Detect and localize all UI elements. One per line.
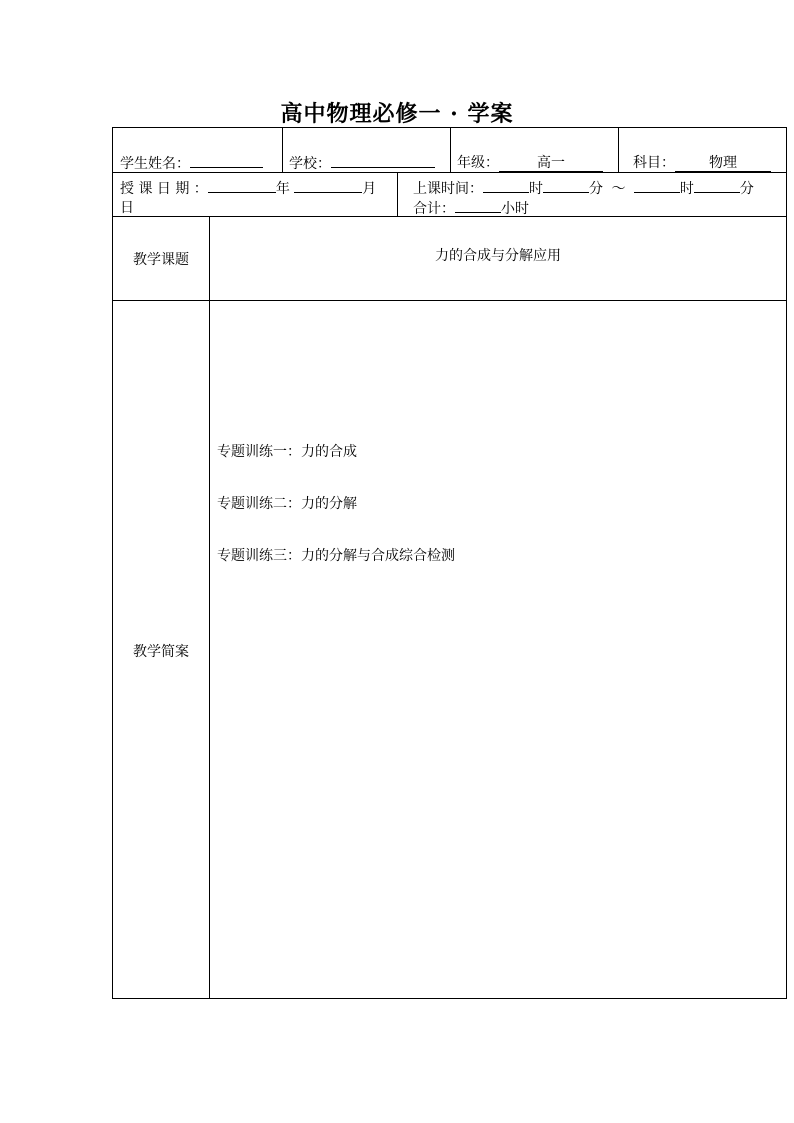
info-row-student — [113, 128, 786, 173]
divider — [209, 301, 210, 998]
page-title: 高中物理必修一 · 学案 — [280, 101, 514, 127]
class-time-field[interactable] — [413, 177, 754, 198]
plan-row — [113, 301, 786, 998]
date-label: 授 课 日 期 ： — [120, 181, 208, 197]
day-unit: 日 — [120, 200, 134, 216]
grade-field[interactable] — [457, 152, 603, 172]
grade-value[interactable]: 高一 — [499, 156, 603, 172]
date-field[interactable] — [120, 177, 376, 198]
topic-row — [113, 217, 786, 301]
total-time-field[interactable] — [413, 197, 529, 218]
info-row-date — [113, 173, 786, 217]
topic-value: 力的合成与分解应用 — [435, 248, 561, 264]
month-blank[interactable] — [294, 177, 362, 193]
month-unit: 月 — [362, 181, 377, 197]
student-name-field[interactable] — [120, 152, 263, 173]
start-hour-blank[interactable] — [483, 177, 529, 193]
end-hour-unit: 时 — [679, 181, 694, 197]
student-name-blank[interactable] — [190, 152, 263, 168]
student-name-label: 学生姓名： — [120, 156, 190, 172]
school-blank[interactable] — [331, 152, 435, 168]
time-separator: ～ — [611, 181, 626, 197]
end-minute-blank[interactable] — [694, 177, 740, 193]
start-minute-blank[interactable] — [543, 177, 589, 193]
hours-unit: 小时 — [501, 201, 529, 217]
grade-label: 年级： — [457, 155, 499, 171]
plan-item: 专题训练三：力的分解与合成综合检测 — [217, 548, 455, 564]
plan-label: 教学简案 — [133, 644, 189, 660]
plan-item: 专题训练二：力的分解 — [217, 496, 357, 512]
divider — [450, 128, 451, 172]
topic-label: 教学课题 — [133, 252, 189, 268]
lesson-plan-table — [112, 127, 787, 999]
subject-value[interactable]: 物理 — [675, 156, 771, 172]
subject-field[interactable] — [633, 152, 771, 172]
start-hour-unit: 时 — [529, 181, 543, 197]
school-label: 学校： — [289, 156, 331, 172]
divider — [282, 128, 283, 172]
year-blank[interactable] — [208, 177, 276, 193]
start-minute-unit: 分 — [589, 181, 603, 197]
divider — [397, 173, 398, 216]
end-minute-unit: 分 — [739, 181, 754, 197]
total-hours-blank[interactable] — [455, 197, 501, 213]
divider — [618, 128, 619, 172]
class-time-label: 上课时间： — [413, 181, 483, 197]
plan-item: 专题训练一：力的合成 — [217, 444, 357, 460]
total-label: 合计： — [413, 201, 455, 217]
year-unit: 年 — [275, 181, 290, 197]
school-field[interactable] — [289, 152, 435, 173]
end-hour-blank[interactable] — [634, 177, 680, 193]
subject-label: 科目： — [633, 155, 675, 171]
